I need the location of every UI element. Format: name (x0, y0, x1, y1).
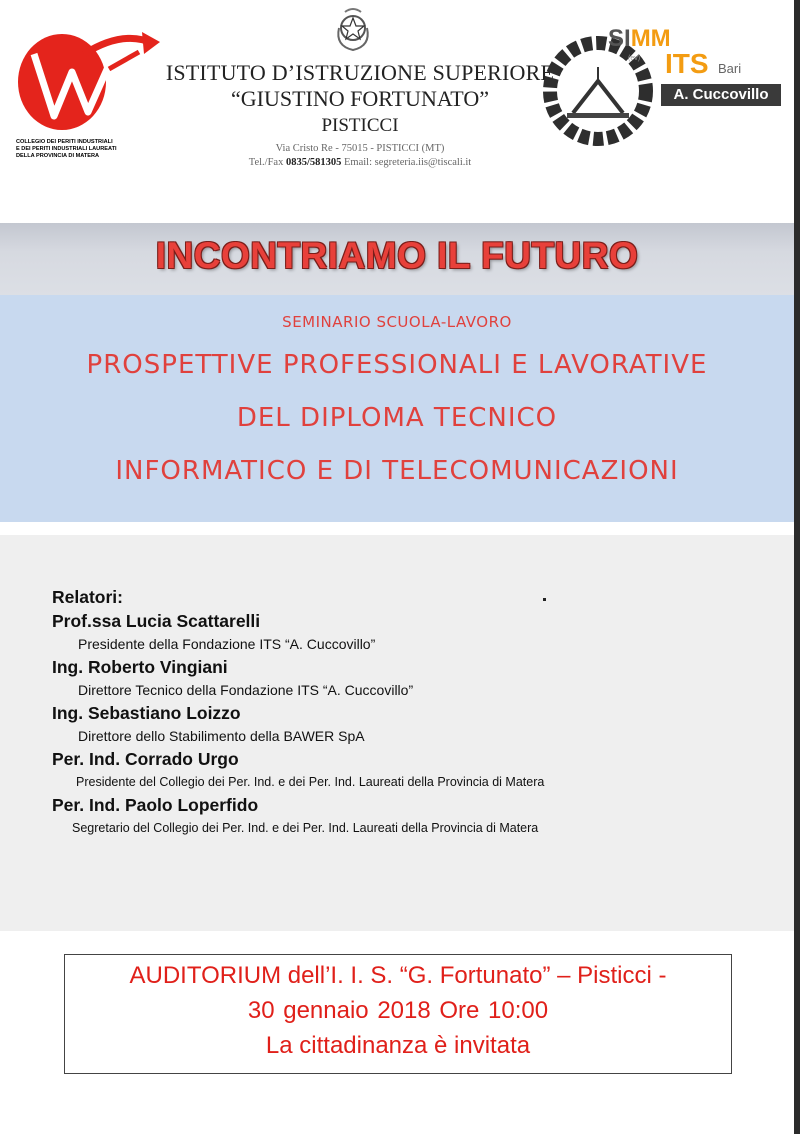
page-title: INCONTRIAMO IL FUTURO (155, 235, 639, 276)
seminar-title-line: INFORMATICO E DI TELECOMUNICAZIONI (115, 456, 679, 486)
event-invitation: La cittadinanza è invitata (265, 1032, 531, 1059)
institute-header (160, 60, 560, 169)
event-date-time: 30 gennaio 2018 Ore 10:00 (247, 997, 549, 1024)
institute-contacts (160, 156, 560, 169)
speaker-role: Presidente della Fondazione ITS “A. Cuccovillo” (78, 636, 376, 652)
event-info-box (64, 954, 732, 1074)
page-edge (794, 0, 800, 1134)
seminar-title-line: PROSPETTIVE PROFESSIONALI E LAVORATIVE (86, 350, 708, 380)
speaker-name: Ing. Sebastiano Loizzo (52, 703, 241, 723)
tel-number: 0835/581305 (285, 157, 342, 168)
institute-name: ISTITUTO D’ISTRUZIONE SUPERIORE (165, 60, 555, 85)
speaker-name: Per. Ind. Paolo Loperfido (52, 795, 259, 815)
speaker-name: Prof.ssa Lucia Scattarelli (52, 611, 261, 631)
speaker-name: Ing. Roberto Vingiani (52, 657, 228, 677)
its-label: ITS (665, 48, 709, 79)
speaker-role: Direttore Tecnico della Fondazione ITS “A. Cuccovillo” (78, 682, 414, 698)
collegio-logo-icon (14, 24, 164, 139)
simm-label: SIMM (608, 25, 671, 52)
tel-label: Tel./Fax (248, 157, 284, 168)
seminar-subtitle: SEMINARIO SCUOLA-LAVORO (282, 313, 512, 331)
collegio-periti-logo (14, 24, 164, 179)
speaker-name: Per. Ind. Corrado Urgo (52, 749, 239, 769)
logo-caption-line: E DEI PERITI INDUSTRIALI LAUREATI (16, 146, 117, 152)
institute-school-name: “GIUSTINO FORTUNATO” (231, 86, 489, 111)
speaker-role: Segretario del Collegio dei Per. Ind. e dei Per. Ind. Laureati della Provincia di Matera (72, 821, 539, 835)
speakers-header: Relatori: (52, 587, 123, 607)
its-school-name: A. Cuccovillo (661, 84, 781, 106)
italian-republic-emblem-icon (333, 6, 373, 52)
institute-city: PISTICCI (321, 115, 399, 136)
seminar-title-line: DEL DIPLOMA TECNICO (236, 403, 558, 433)
speakers-list (52, 585, 772, 839)
its-badge-mark: (ev) (628, 55, 641, 62)
collegio-logo-caption (16, 139, 166, 160)
its-cuccovillo-logo (543, 23, 788, 153)
speaker-role: Presidente del Collegio dei Per. Ind. e dei Per. Ind. Laureati della Provincia di Matera (76, 775, 545, 789)
logo-caption-line: DELLA PROVINCIA DI MATERA (16, 153, 100, 159)
speaker-role: Direttore dello Stabilimento della BAWER SpA (78, 728, 365, 744)
email-text: Email: segreteria.iis@tiscali.it (344, 157, 472, 168)
logo-caption-line: COLLEGIO DEI PERITI INDUSTRIALI (16, 139, 113, 145)
its-city: Bari (718, 61, 742, 76)
event-venue: AUDITORIUM dell’I. I. S. “G. Fortunato” – Pisticci - (129, 962, 667, 989)
institute-address: Via Cristo Re - 75015 - PISTICCI (MT) (275, 143, 445, 154)
